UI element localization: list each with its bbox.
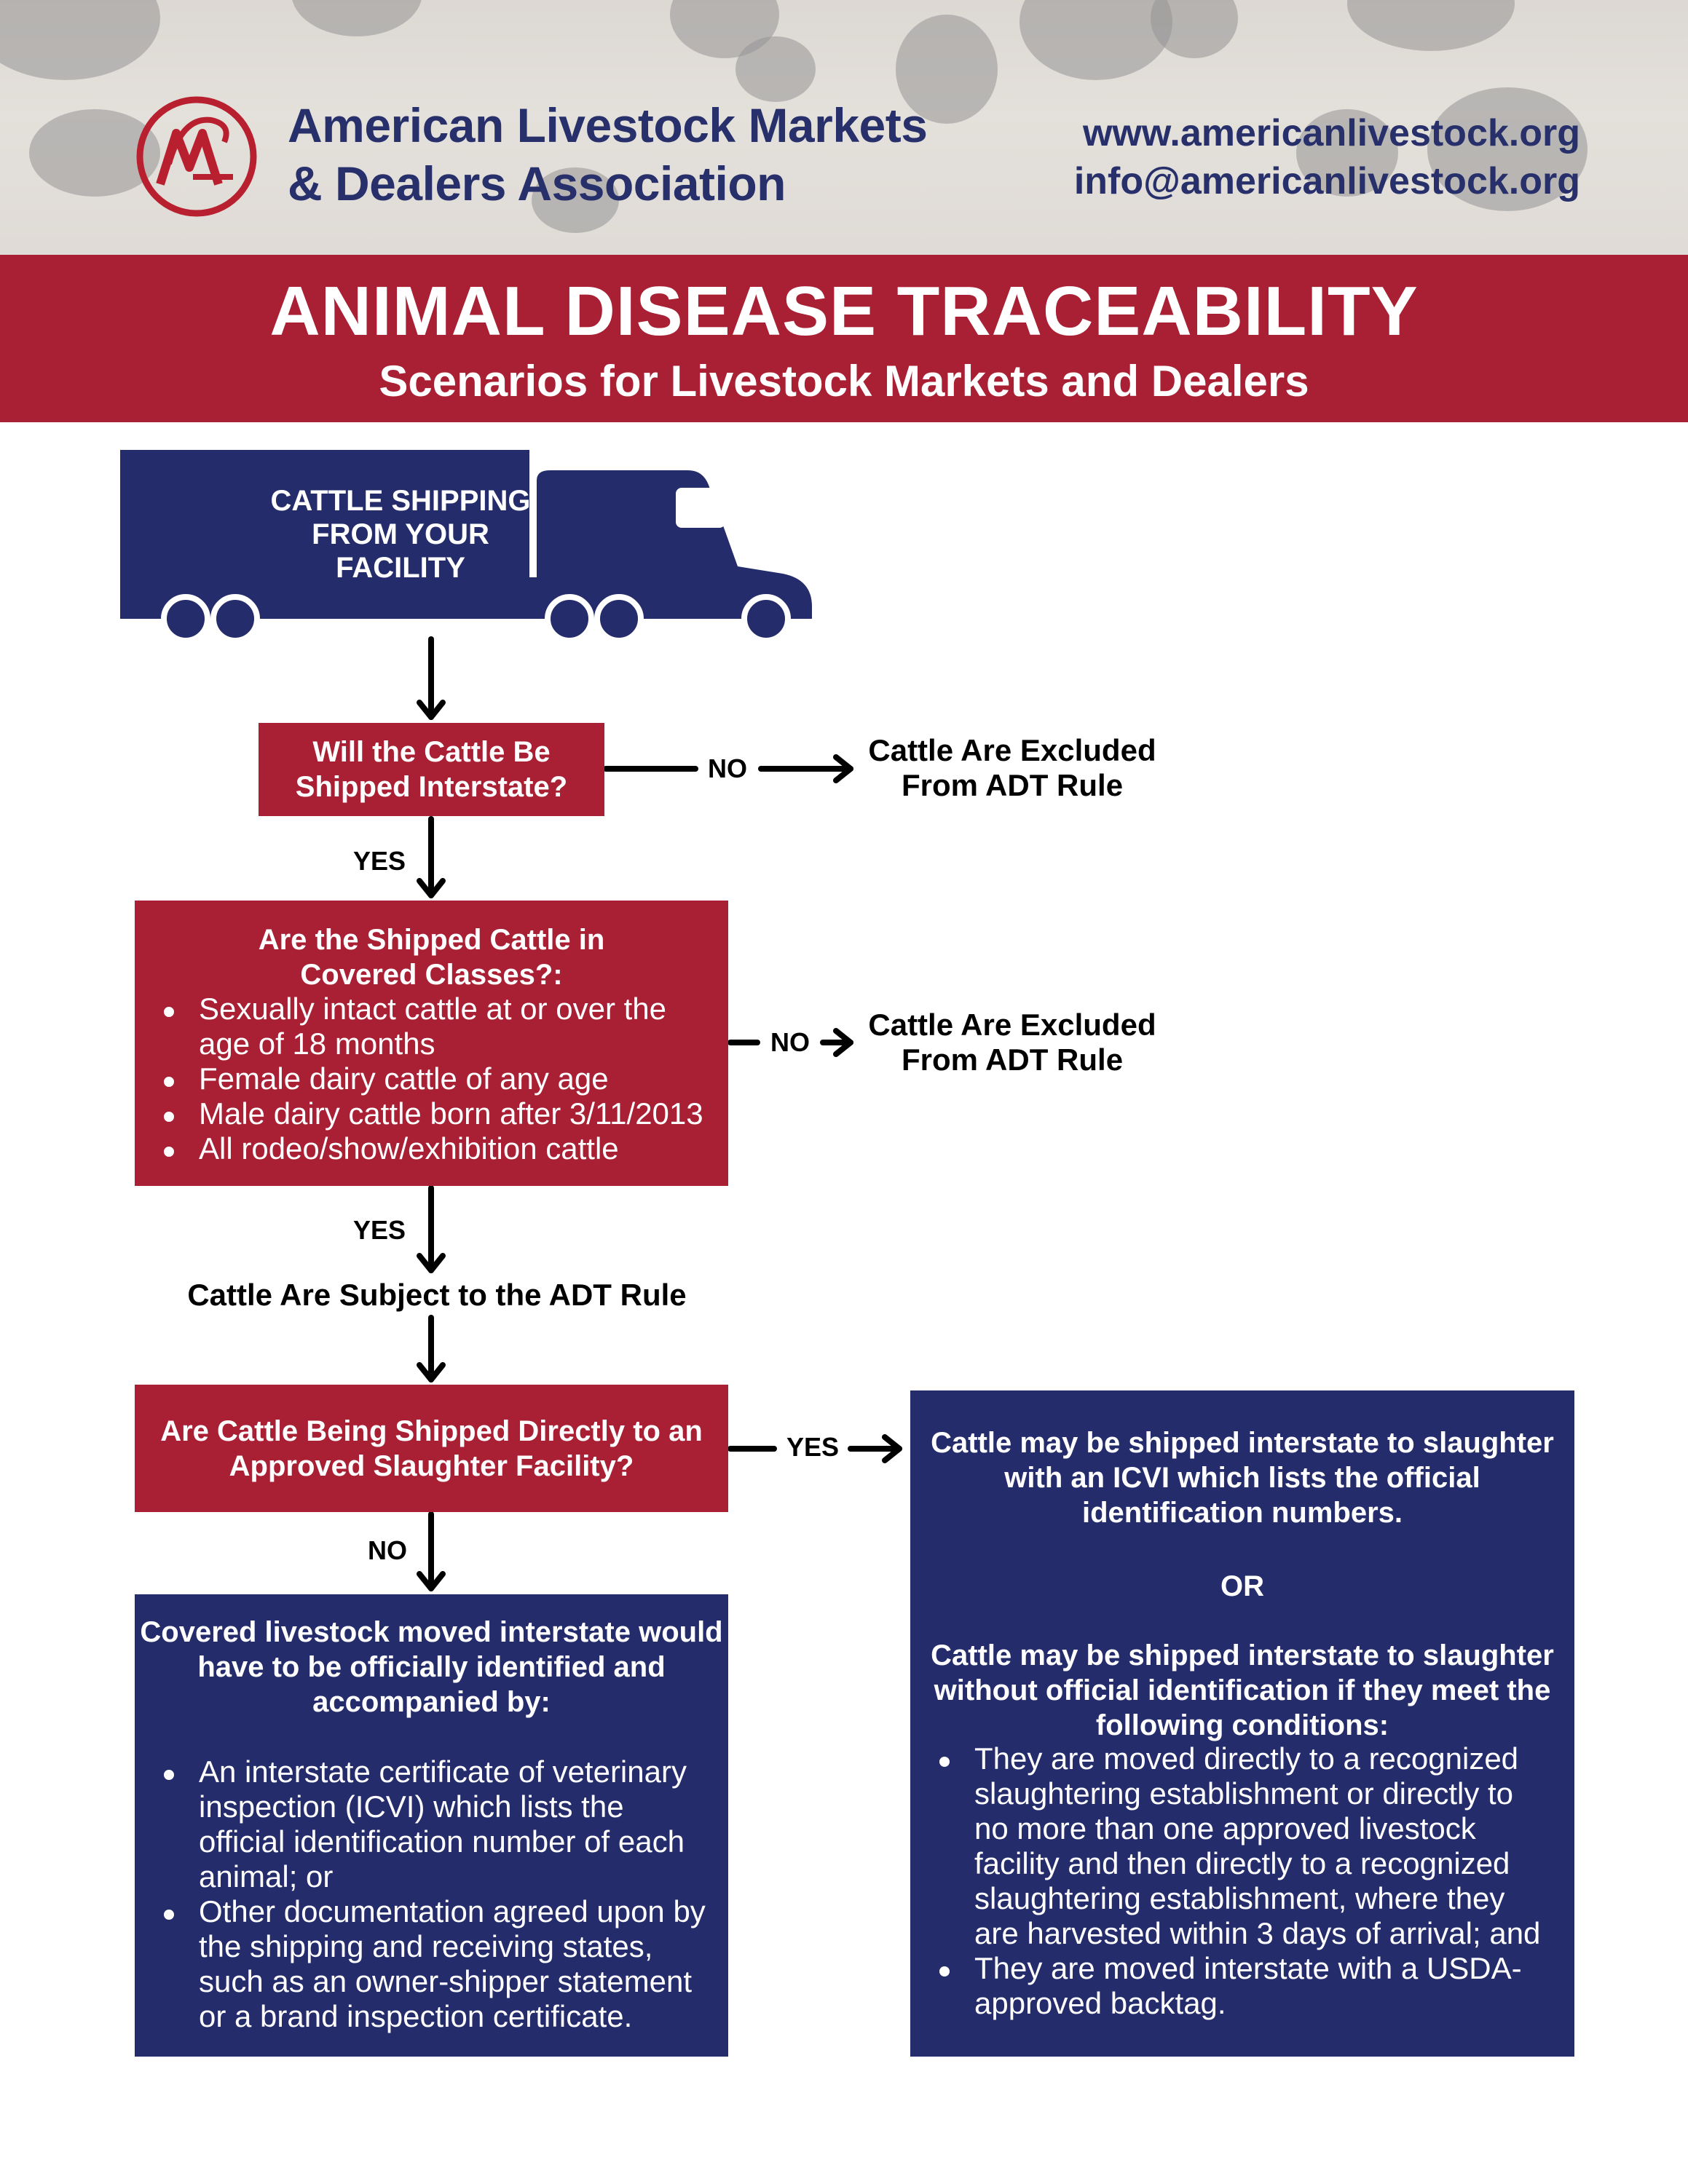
q2-title (135, 922, 728, 992)
start-line3: FACILITY (336, 552, 465, 584)
q3-line2: Approved Slaughter Facility? (229, 1449, 634, 1482)
list-item: Male dairy cattle born after 3/11/2013 (135, 1096, 710, 1131)
slaughter-option-icvi: Cattle may be shipped interstate to slaughter with an ICVI which lists the official identification numbers. (931, 1427, 1554, 1529)
list-item: All rodeo/show/exhibition cattle (135, 1131, 710, 1166)
website-link[interactable]: www.americanlivestock.org (1082, 112, 1580, 154)
start-line1: CATTLE SHIPPING (270, 485, 531, 517)
subject-to-adt-rule: Cattle Are Subject to the ADT Rule (187, 1278, 687, 1312)
page-subtitle: Scenarios for Livestock Markets and Dealers (379, 357, 1309, 405)
question-shipped-interstate (259, 723, 604, 816)
slaughter-options-box (910, 1390, 1574, 2057)
outcome-excluded-line2: From ADT Rule (901, 1042, 1124, 1077)
outcome-excluded-line1: Cattle Are Excluded (868, 733, 1156, 767)
requirements-list (135, 1754, 710, 2034)
covered-classes-list (135, 992, 710, 1166)
list-item: They are moved interstate with a USDA-approved backtag. (910, 1951, 1551, 2021)
list-item: Sexually intact cattle at or over the age of 18 months (135, 992, 710, 1061)
question-approved-slaughter (135, 1385, 728, 1512)
label-yes: YES (353, 846, 406, 876)
label-yes: YES (353, 1215, 406, 1245)
org-name-line2: & Dealers Association (288, 157, 786, 210)
organization-name (288, 96, 979, 213)
label-no: NO (770, 1027, 810, 1057)
conditions-list (910, 1741, 1551, 2021)
requirements-box (135, 1594, 728, 2057)
q3-line1: Are Cattle Being Shipped Directly to an (160, 1415, 703, 1447)
outcome-excluded-1 (837, 733, 1187, 803)
outcome-excluded-line2: From ADT Rule (901, 768, 1124, 802)
list-item: Other documentation agreed upon by the shipping and receiving states, such as an owner-shipper statement or a brand inspection certificate. (135, 1894, 710, 2034)
q2-line2: Covered Classes?: (300, 959, 563, 991)
q1-line2: Shipped Interstate? (295, 771, 568, 803)
label-no: NO (368, 1535, 407, 1565)
q2-line1: Are the Shipped Cattle in (258, 924, 605, 956)
title-banner (0, 255, 1688, 422)
or-separator: OR (1220, 1570, 1264, 1602)
question-covered-classes (135, 901, 728, 1186)
association-logo (131, 91, 262, 222)
requirements-intro: Covered livestock moved interstate would have to be officially identified and accompanied by: (140, 1616, 723, 1718)
start-node-label (240, 484, 561, 585)
contact-block (1005, 109, 1580, 205)
outcome-excluded-line1: Cattle Are Excluded (868, 1008, 1156, 1042)
list-item: An interstate certificate of veterinary inspection (ICVI) which lists the official identification number of each animal; or (135, 1754, 710, 1894)
start-line2: FROM YOUR (312, 518, 489, 550)
label-yes: YES (786, 1432, 840, 1462)
page-title: ANIMAL DISEASE TRACEABILITY (269, 272, 1419, 350)
list-item: Female dairy cattle of any age (135, 1061, 710, 1096)
slaughter-option-no-id: Cattle may be shipped interstate to slaughter without official identification if they meet the following conditions: (931, 1639, 1554, 1741)
email-link[interactable]: info@americanlivestock.org (1073, 160, 1580, 202)
q1-line1: Will the Cattle Be (312, 736, 551, 768)
org-name-line1: American Livestock Markets (288, 98, 928, 152)
list-item: They are moved directly to a recognized slaughtering establishment or directly to no more than one approved livestock facility and then directly to a recognized slaughtering establishment, where they are harvested within 3 days of arrival; and (910, 1741, 1551, 1951)
label-no: NO (708, 753, 747, 783)
outcome-excluded-2 (837, 1008, 1187, 1077)
